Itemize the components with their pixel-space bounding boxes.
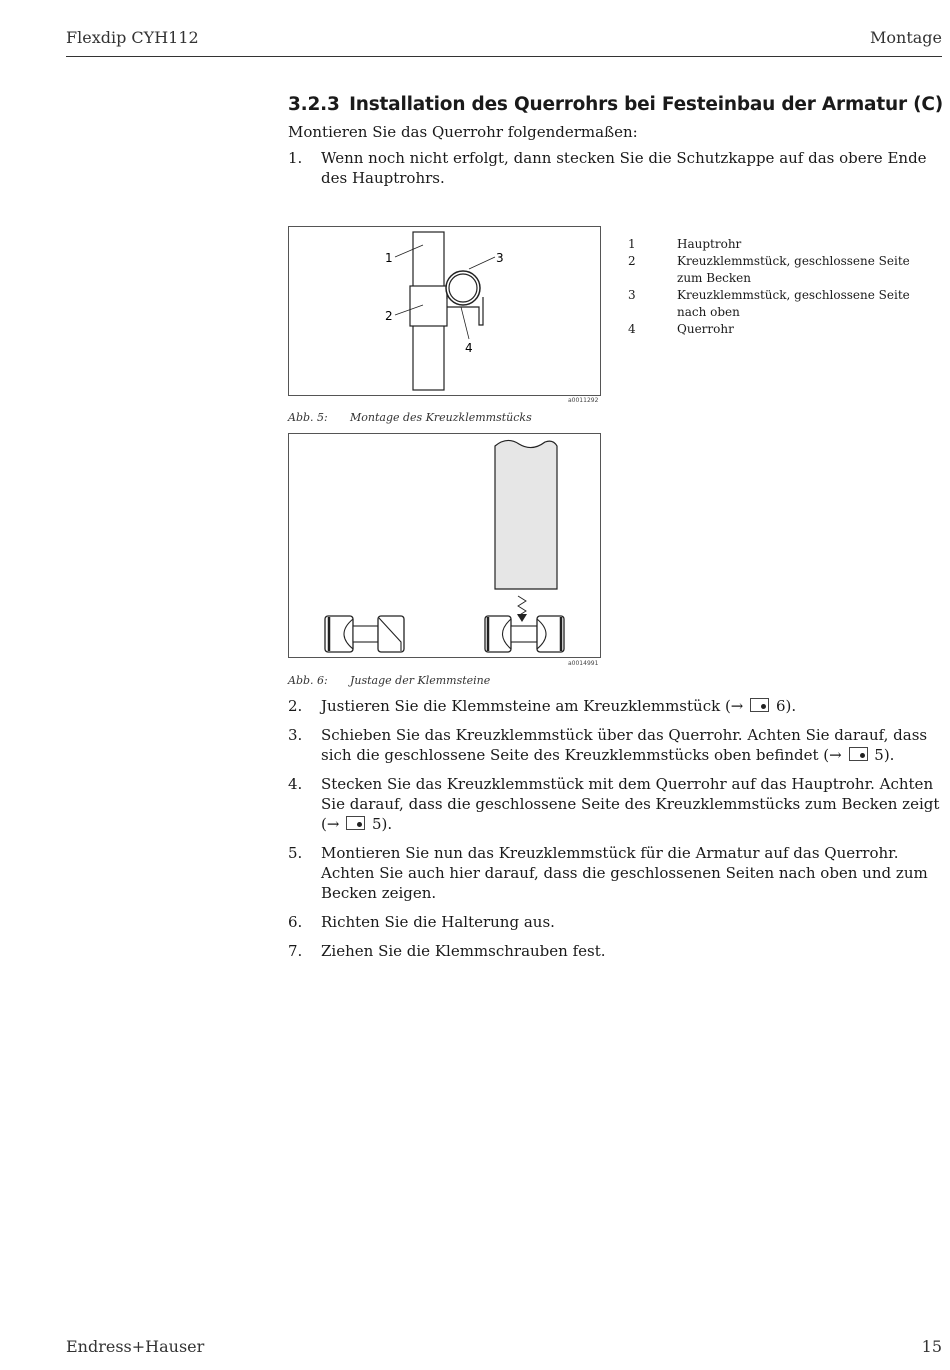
caption-label: Abb. 6: [288,674,328,687]
page-header [66,28,942,57]
legend-key: 4 [628,322,636,336]
figure-6-drawing [289,434,600,657]
step-text: Stecken Sie das Kreuzklemmstück mit dem Querrohr auf das Hauptrohr. Achten Sie darauf, dass die geschlossene Seite des Kreuzklemmstücks zum Becken zeigt (→ [321,775,940,833]
figure-6-id: a0014991 [568,660,599,667]
legend-key: 3 [628,288,636,302]
step-text: Schieben Sie das Kreuzklemmstück über das Querrohr. Achten Sie darauf, dass sich die geschlossene Seite des Kreuzklemmstücks oben befindet (→ [321,726,928,764]
figure-legend [628,236,938,338]
step-item [288,912,943,932]
step-number: 5. [288,844,303,862]
step-text: Ziehen Sie die Klemmschrauben fest. [321,942,606,960]
cross-clamp-block [410,286,447,326]
section-number: 3.2.3 [288,94,340,115]
step-number: 3. [288,726,303,744]
figure-ref-number: 5 [874,746,884,764]
figure-6-caption [288,674,490,687]
legend-text: Kreuzklemmstück, geschlossene Seite nach oben [677,288,910,319]
step-text: Wenn noch nicht erfolgt, dann stecken Sie die Schutzkappe auf das obere Ende des Hauptrohrs. [321,149,927,187]
step-text: Montieren Sie nun das Kreuzklemmstück für die Armatur auf das Querrohr. Achten Sie auch hier darauf, dass die geschlossenen Seiten nach oben und zum Becken zeigen. [321,844,928,902]
callout-label-1: 1 [385,251,393,265]
figure-ref-icon [849,747,868,761]
legend-item [628,236,938,253]
section-heading [288,94,943,115]
figure-5-cross-clamp [288,226,601,396]
callout-line-4 [461,307,469,339]
figure-ref-icon [750,698,769,712]
clamp-bolt-left [353,626,378,642]
legend-key: 1 [628,237,636,251]
caption-label: Abb. 5: [288,411,328,424]
step-item [288,774,943,834]
push-arrow-head [517,614,527,622]
step-number: 6. [288,913,303,931]
tube-section [495,440,557,589]
clamp-bolt-right [511,626,537,642]
document-title: Flexdip CYH112 [66,28,199,47]
legend-item [628,253,938,287]
cross-tube-inner [449,274,477,302]
step-number: 1. [288,149,303,167]
figure-5-id: a0011292 [568,397,599,404]
step-item [288,725,943,765]
legend-key: 2 [628,254,636,268]
figure-5-caption [288,411,532,424]
steps-list-first [288,148,943,188]
steps-list-second [288,696,943,970]
step-item [288,843,943,903]
legend-item [628,321,938,338]
step-text: Richten Sie die Halterung aus. [321,913,555,931]
step-text: Justieren Sie die Klemmsteine am Kreuzklemmstück (→ [321,697,749,715]
caption-text: Justage der Klemmsteine [350,674,491,687]
step-item [288,148,943,188]
step-text-end: ). [883,746,895,764]
intro-text: Montieren Sie das Querrohr folgendermaßen: [288,123,638,141]
step-number: 7. [288,942,303,960]
caption-text: Montage des Kreuzklemmstücks [350,411,532,424]
push-arrow-shaft [518,596,526,616]
section-name: Montage [870,28,942,47]
step-item [288,696,943,716]
callout-label-4: 4 [465,341,473,355]
main-content [288,94,943,197]
step-number: 2. [288,697,303,715]
figure-ref-number: 5 [371,815,382,833]
legend-text: Kreuzklemmstück, geschlossene Seite zum Becken [677,254,910,285]
callout-label-3: 3 [496,251,504,265]
callout-line-3 [469,257,495,269]
legend-text: Querrohr [677,322,734,336]
legend-item [628,287,938,321]
callout-label-2: 2 [385,309,393,323]
step-text-end: ). [381,815,393,833]
legend-text: Hauptrohr [677,237,742,251]
figure-ref-number: 6 [775,697,786,715]
step-number: 4. [288,775,303,793]
figure-5-drawing [289,227,600,395]
step-text-end: ). [785,697,797,715]
company-name: Endress+Hauser [66,1337,205,1356]
figure-6-clamp-adjustment [288,433,601,658]
section-title: Installation des Querrohrs bei Festeinbau der Armatur (C) [349,94,943,115]
page-number: 15 [921,1337,942,1356]
figure-ref-icon [346,816,365,830]
step-item [288,941,943,961]
